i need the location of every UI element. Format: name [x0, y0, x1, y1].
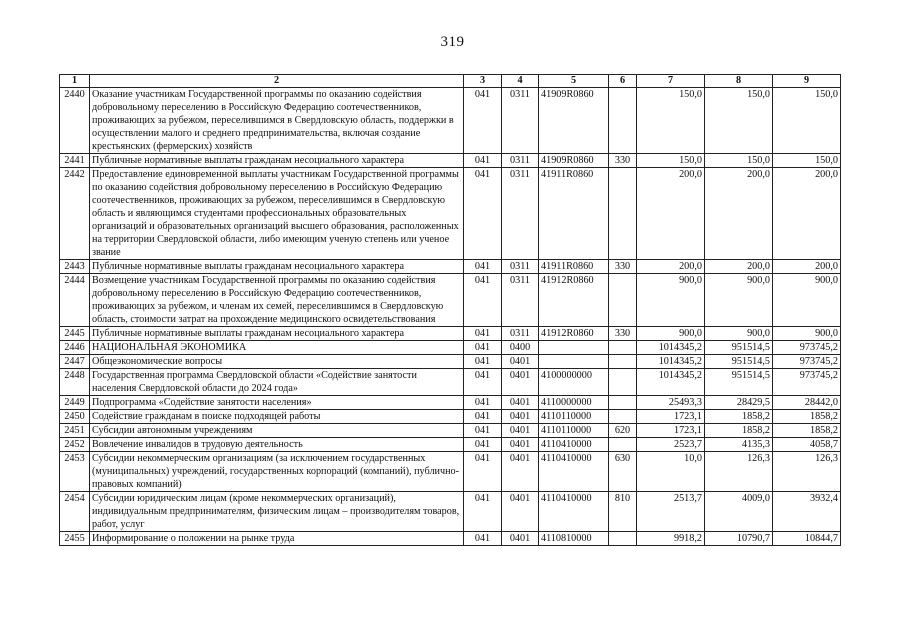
table-row [60, 260, 841, 274]
row-name: Субсидии юридическим лицам (кроме некоммерческих организаций), индивидуальным предпринимателям, физическим лицам – производителям товаров, работ, услуг [90, 492, 464, 532]
row-number: 2448 [60, 369, 90, 396]
row-target-code: 4110110000 [539, 410, 609, 424]
row-amount-year-2: 10790,7 [705, 532, 773, 546]
row-target-code: 41911R0860 [539, 260, 609, 274]
row-amount-year-1: 1014345,2 [637, 355, 705, 369]
row-name: Предоставление единовременной выплаты участникам Государственной программы по оказанию содействия добровольному переселению в Российскую Федерацию соотечественников, проживающих за рубежом, переселившимся в Свердловскую область и являющимся студентами профессиональных образовательных организаций и образовательных организаций высшего образования, расположенных на территории Свердловской области, либо имеющим ученую степень или ученое звание [90, 168, 464, 260]
row-expense-type [609, 369, 637, 396]
row-amount-year-1: 9918,2 [637, 532, 705, 546]
table-row [60, 424, 841, 438]
row-admin-code: 041 [464, 355, 502, 369]
row-target-code [539, 355, 609, 369]
row-section-code: 0311 [502, 327, 539, 341]
row-number: 2446 [60, 341, 90, 355]
row-amount-year-2: 1858,2 [705, 424, 773, 438]
row-section-code: 0401 [502, 369, 539, 396]
row-amount-year-3: 900,0 [773, 327, 841, 341]
row-admin-code: 041 [464, 88, 502, 154]
row-number: 2453 [60, 452, 90, 492]
row-expense-type [609, 355, 637, 369]
row-name: Государственная программа Свердловской области «Содействие занятости населения Свердловской области до 2024 года» [90, 369, 464, 396]
row-amount-year-2: 1858,2 [705, 410, 773, 424]
table-row [60, 438, 841, 452]
row-expense-type: 330 [609, 327, 637, 341]
row-amount-year-3: 200,0 [773, 168, 841, 260]
row-amount-year-3: 200,0 [773, 260, 841, 274]
row-admin-code: 041 [464, 532, 502, 546]
row-expense-type: 330 [609, 260, 637, 274]
row-expense-type [609, 88, 637, 154]
row-name: Публичные нормативные выплаты гражданам несоциального характера [90, 260, 464, 274]
row-amount-year-2: 126,3 [705, 452, 773, 492]
row-number: 2450 [60, 410, 90, 424]
row-name: Информирование о положении на рынке труда [90, 532, 464, 546]
row-expense-type [609, 396, 637, 410]
row-section-code: 0311 [502, 168, 539, 260]
row-number: 2443 [60, 260, 90, 274]
row-amount-year-2: 150,0 [705, 88, 773, 154]
row-number: 2454 [60, 492, 90, 532]
row-expense-type [609, 410, 637, 424]
row-amount-year-3: 10844,7 [773, 532, 841, 546]
row-name: Публичные нормативные выплаты гражданам несоциального характера [90, 154, 464, 168]
column-header-8: 8 [705, 75, 773, 88]
row-number: 2442 [60, 168, 90, 260]
row-target-code: 41912R0860 [539, 274, 609, 327]
row-admin-code: 041 [464, 492, 502, 532]
row-admin-code: 041 [464, 369, 502, 396]
table-row [60, 88, 841, 154]
row-amount-year-2: 200,0 [705, 168, 773, 260]
row-amount-year-3: 973745,2 [773, 355, 841, 369]
row-section-code: 0401 [502, 410, 539, 424]
row-amount-year-1: 25493,3 [637, 396, 705, 410]
row-target-code: 4110410000 [539, 452, 609, 492]
row-amount-year-2: 28429,5 [705, 396, 773, 410]
row-amount-year-2: 951514,5 [705, 369, 773, 396]
row-amount-year-1: 900,0 [637, 327, 705, 341]
row-expense-type [609, 274, 637, 327]
row-admin-code: 041 [464, 154, 502, 168]
row-expense-type: 330 [609, 154, 637, 168]
row-target-code: 41909R0860 [539, 88, 609, 154]
row-target-code: 4110810000 [539, 532, 609, 546]
row-target-code: 41911R0860 [539, 168, 609, 260]
row-target-code: 41912R0860 [539, 327, 609, 341]
row-amount-year-3: 3932,4 [773, 492, 841, 532]
table-row [60, 492, 841, 532]
row-section-code: 0311 [502, 88, 539, 154]
column-header-3: 3 [464, 75, 502, 88]
row-name: Содействие гражданам в поиске подходящей работы [90, 410, 464, 424]
row-admin-code: 041 [464, 452, 502, 492]
row-amount-year-1: 10,0 [637, 452, 705, 492]
table-row [60, 154, 841, 168]
row-name: Субсидии автономным учреждениям [90, 424, 464, 438]
row-amount-year-3: 1858,2 [773, 424, 841, 438]
row-amount-year-3: 150,0 [773, 154, 841, 168]
page-number: 319 [440, 34, 465, 50]
row-amount-year-3: 1858,2 [773, 410, 841, 424]
row-expense-type: 620 [609, 424, 637, 438]
row-amount-year-3: 4058,7 [773, 438, 841, 452]
table-row [60, 396, 841, 410]
row-number: 2451 [60, 424, 90, 438]
row-amount-year-3: 900,0 [773, 274, 841, 327]
row-name: Вовлечение инвалидов в трудовую деятельность [90, 438, 464, 452]
row-expense-type: 810 [609, 492, 637, 532]
row-number: 2455 [60, 532, 90, 546]
table-row [60, 341, 841, 355]
row-amount-year-2: 200,0 [705, 260, 773, 274]
row-number: 2445 [60, 327, 90, 341]
row-number: 2440 [60, 88, 90, 154]
row-amount-year-2: 951514,5 [705, 355, 773, 369]
row-number: 2441 [60, 154, 90, 168]
row-admin-code: 041 [464, 396, 502, 410]
row-amount-year-1: 1014345,2 [637, 369, 705, 396]
row-target-code: 4110110000 [539, 424, 609, 438]
table-row [60, 369, 841, 396]
row-expense-type [609, 168, 637, 260]
row-amount-year-2: 900,0 [705, 274, 773, 327]
row-amount-year-2: 150,0 [705, 154, 773, 168]
row-expense-type [609, 532, 637, 546]
column-header-2: 2 [90, 75, 464, 88]
table-row [60, 327, 841, 341]
row-target-code [539, 341, 609, 355]
row-section-code: 0401 [502, 532, 539, 546]
row-section-code: 0401 [502, 355, 539, 369]
column-number-row [60, 75, 841, 88]
row-amount-year-1: 1723,1 [637, 410, 705, 424]
row-admin-code: 041 [464, 424, 502, 438]
row-name: Оказание участникам Государственной программы по оказанию содействия добровольному переселению в Российскую Федерацию соотечественников, проживающих за рубежом, переселившимся в Свердловскую область, поддержки в осуществлении малого и среднего предпринимательства, включая создание крестьянских (фермерских) хозяйств [90, 88, 464, 154]
table-body [60, 88, 841, 546]
column-header-7: 7 [637, 75, 705, 88]
row-admin-code: 041 [464, 168, 502, 260]
row-name: НАЦИОНАЛЬНАЯ ЭКОНОМИКА [90, 341, 464, 355]
row-section-code: 0401 [502, 452, 539, 492]
row-expense-type [609, 438, 637, 452]
row-number: 2449 [60, 396, 90, 410]
row-section-code: 0400 [502, 341, 539, 355]
row-target-code: 4110000000 [539, 396, 609, 410]
row-admin-code: 041 [464, 410, 502, 424]
row-amount-year-3: 28442,0 [773, 396, 841, 410]
table-row [60, 532, 841, 546]
row-amount-year-3: 126,3 [773, 452, 841, 492]
row-amount-year-1: 900,0 [637, 274, 705, 327]
row-target-code: 41909R0860 [539, 154, 609, 168]
row-amount-year-2: 951514,5 [705, 341, 773, 355]
row-amount-year-3: 973745,2 [773, 341, 841, 355]
table-row [60, 168, 841, 260]
row-amount-year-3: 973745,2 [773, 369, 841, 396]
budget-table [59, 74, 841, 546]
row-section-code: 0401 [502, 396, 539, 410]
row-admin-code: 041 [464, 341, 502, 355]
row-section-code: 0401 [502, 424, 539, 438]
table-row [60, 355, 841, 369]
row-section-code: 0311 [502, 154, 539, 168]
row-expense-type [609, 341, 637, 355]
row-name: Возмещение участникам Государственной программы по оказанию содействия добровольному переселению в Российскую Федерацию соотечественников, проживающих за рубежом, и членам их семей, переселившимся в Свердловскую область, стоимости затрат на прохождение медицинского освидетельствования [90, 274, 464, 327]
row-section-code: 0401 [502, 492, 539, 532]
table-row [60, 452, 841, 492]
row-amount-year-1: 1014345,2 [637, 341, 705, 355]
column-header-6: 6 [609, 75, 637, 88]
row-section-code: 0401 [502, 438, 539, 452]
column-header-1: 1 [60, 75, 90, 88]
row-name: Публичные нормативные выплаты гражданам несоциального характера [90, 327, 464, 341]
row-name: Подпрограмма «Содействие занятости населения» [90, 396, 464, 410]
row-amount-year-1: 150,0 [637, 154, 705, 168]
row-target-code: 4110410000 [539, 492, 609, 532]
row-name: Общеэкономические вопросы [90, 355, 464, 369]
column-header-9: 9 [773, 75, 841, 88]
column-header-4: 4 [502, 75, 539, 88]
row-amount-year-1: 200,0 [637, 260, 705, 274]
row-amount-year-3: 150,0 [773, 88, 841, 154]
row-section-code: 0311 [502, 274, 539, 327]
row-amount-year-1: 2513,7 [637, 492, 705, 532]
row-amount-year-2: 900,0 [705, 327, 773, 341]
row-section-code: 0311 [502, 260, 539, 274]
row-number: 2447 [60, 355, 90, 369]
row-amount-year-1: 2523,7 [637, 438, 705, 452]
row-number: 2444 [60, 274, 90, 327]
row-target-code: 4110410000 [539, 438, 609, 452]
row-amount-year-1: 200,0 [637, 168, 705, 260]
row-amount-year-2: 4009,0 [705, 492, 773, 532]
row-admin-code: 041 [464, 438, 502, 452]
row-admin-code: 041 [464, 327, 502, 341]
row-name: Субсидии некоммерческим организациям (за исключением государственных (муниципальных) учреждений, государственных корпораций (компаний), публично-правовых компаний) [90, 452, 464, 492]
row-target-code: 4100000000 [539, 369, 609, 396]
row-admin-code: 041 [464, 274, 502, 327]
row-amount-year-1: 150,0 [637, 88, 705, 154]
row-number: 2452 [60, 438, 90, 452]
table-row [60, 410, 841, 424]
row-expense-type: 630 [609, 452, 637, 492]
row-amount-year-2: 4135,3 [705, 438, 773, 452]
row-amount-year-1: 1723,1 [637, 424, 705, 438]
row-admin-code: 041 [464, 260, 502, 274]
column-header-5: 5 [539, 75, 609, 88]
table-row [60, 274, 841, 327]
